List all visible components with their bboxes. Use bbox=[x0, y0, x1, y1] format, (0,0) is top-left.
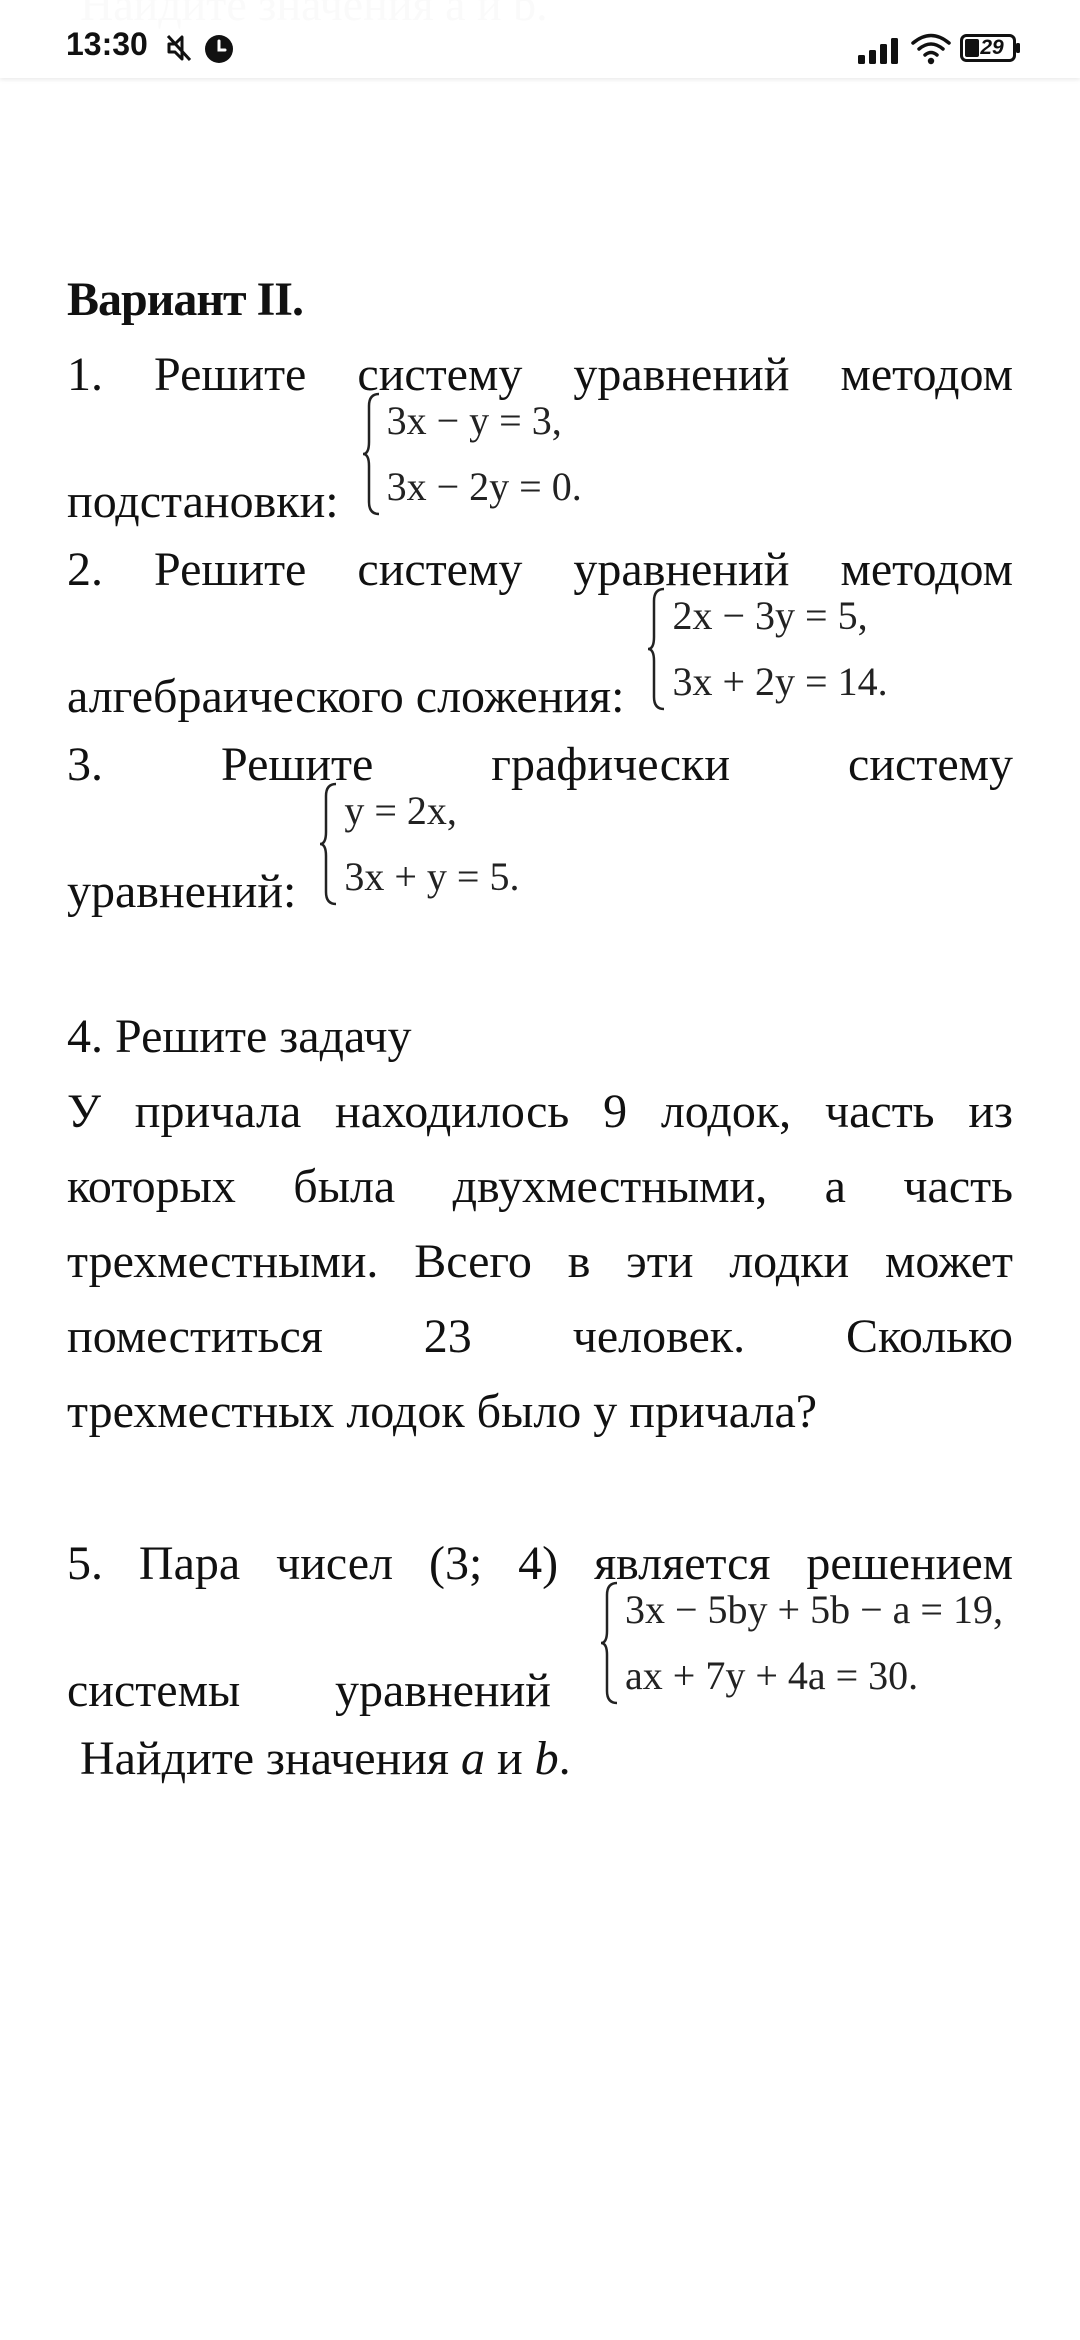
curly-brace-icon bbox=[599, 1581, 621, 1705]
task2-equation-2: 3x + 2y = 14. bbox=[672, 659, 888, 704]
task5-answer-end: . bbox=[558, 1732, 571, 1785]
task5-var-a: a bbox=[460, 1732, 485, 1785]
task4-line: трехместных лодок было у причала? bbox=[67, 1385, 818, 1438]
task3-line1: 3. Решите графически систему bbox=[67, 738, 1013, 791]
document-body bbox=[67, 262, 1013, 1796]
status-time: 13:30 bbox=[66, 26, 148, 62]
status-bar bbox=[0, 0, 1080, 78]
task5-lead-word1: системы bbox=[67, 1664, 241, 1717]
task1-equation-1: 3x − y = 3, bbox=[386, 398, 562, 443]
task3-equation-2: 3x + y = 5. bbox=[344, 854, 520, 899]
task2-system-line bbox=[67, 593, 1013, 727]
task5-var-b: b bbox=[534, 1732, 559, 1785]
curly-brace-icon bbox=[318, 782, 340, 906]
spacer bbox=[67, 1449, 1013, 1526]
task5-equation-system bbox=[599, 1577, 1003, 1709]
task5-system-line bbox=[67, 1587, 1013, 1721]
alarm-clock-icon bbox=[204, 34, 234, 64]
task5-line1: 5. Пара чисел (3; 4) является решением bbox=[67, 1537, 1013, 1590]
task5-lead-word2: уравнений bbox=[334, 1664, 551, 1717]
task5-lead bbox=[67, 1661, 577, 1721]
task1-lead: подстановки: bbox=[67, 475, 339, 528]
wifi-icon bbox=[910, 30, 952, 66]
task3-equation-1: y = 2x, bbox=[344, 788, 457, 833]
task3-system-line bbox=[67, 788, 1013, 922]
task3-lead: уравнений: bbox=[67, 865, 297, 918]
task5-answer-and: и bbox=[484, 1732, 535, 1785]
task1-line1: 1. Решите систему уравнений методом bbox=[67, 348, 1013, 401]
task4-line: трехместными. Всего в эти лодки может bbox=[67, 1235, 1013, 1288]
task4-line: которых была двухместными, а часть bbox=[67, 1160, 1013, 1213]
battery-level: 29 bbox=[980, 36, 1004, 59]
task1-system-line bbox=[67, 398, 1013, 532]
page-title: Вариант II. bbox=[67, 273, 303, 326]
task2-equation-system bbox=[646, 583, 887, 715]
task2-line1: 2. Решите систему уравнений методом bbox=[67, 543, 1013, 596]
task5-equation-1: 3x − 5by + 5b − a = 19, bbox=[625, 1587, 1003, 1632]
signal-bars-icon bbox=[858, 36, 900, 64]
battery-icon bbox=[960, 34, 1016, 62]
task4-line: У причала находилось 9 лодок, часть из bbox=[67, 1085, 1013, 1138]
mute-icon bbox=[166, 32, 192, 64]
task5-answer-line bbox=[67, 1721, 1013, 1796]
task3-equation-system bbox=[318, 778, 519, 910]
curly-brace-icon bbox=[646, 587, 668, 711]
task5-equation-2: ax + 7y + 4a = 30. bbox=[625, 1653, 919, 1698]
task4-line: поместиться 23 человек. Сколько bbox=[67, 1310, 1013, 1363]
spacer bbox=[67, 922, 1013, 999]
task1-equation-system bbox=[361, 388, 582, 520]
task4-heading: 4. Решите задачу bbox=[67, 1010, 412, 1063]
curly-brace-icon bbox=[361, 392, 383, 516]
task2-lead: алгебраического сложения: bbox=[67, 670, 625, 723]
task1-equation-2: 3x − 2y = 0. bbox=[386, 464, 582, 509]
task5-answer-prefix: Найдите значения bbox=[80, 1732, 461, 1785]
task2-equation-1: 2x − 3y = 5, bbox=[672, 593, 868, 638]
